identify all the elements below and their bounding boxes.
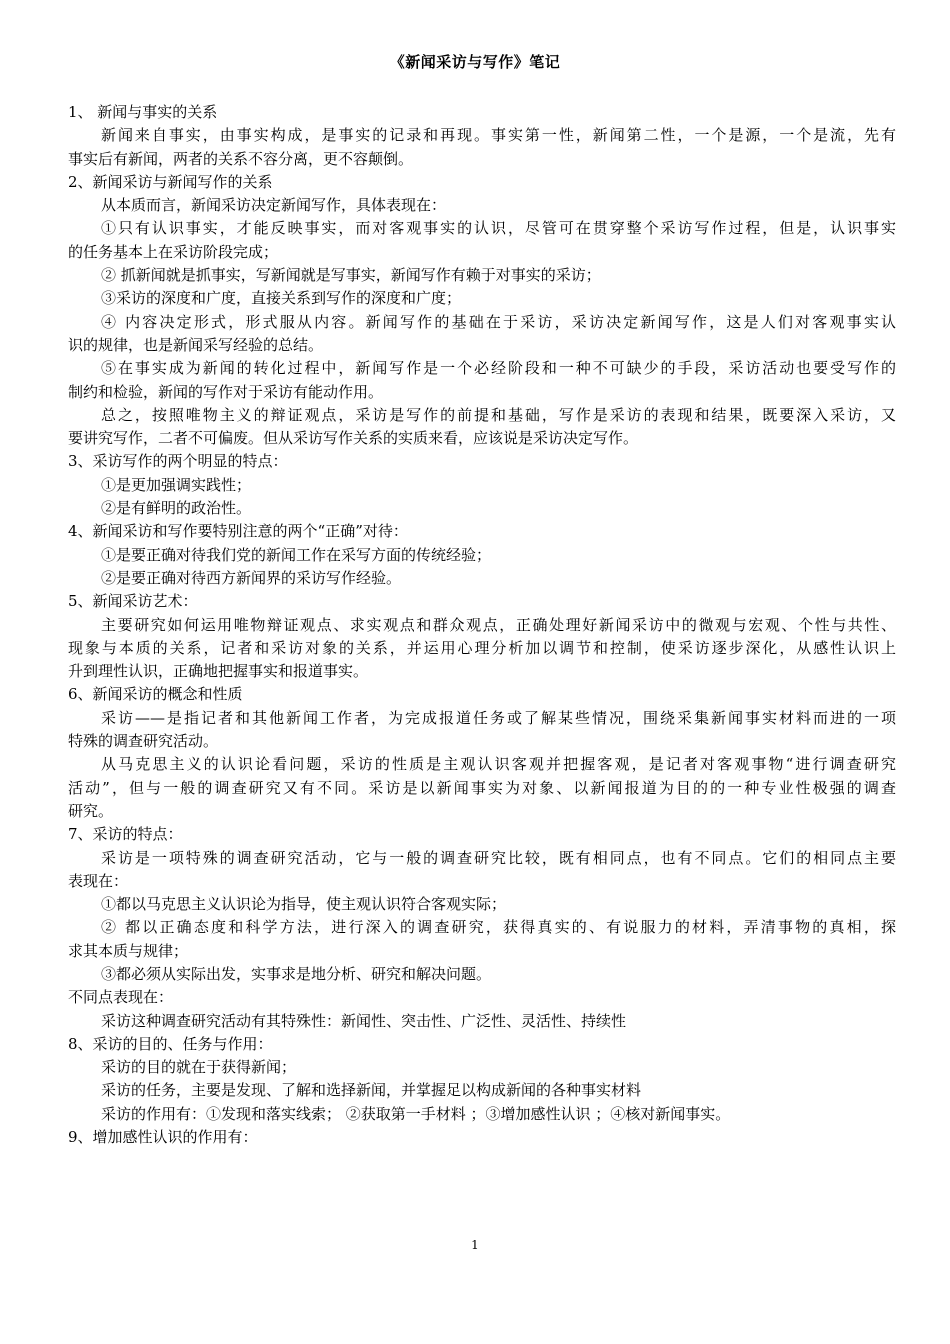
- text-line: 7、采访的特点：: [68, 825, 183, 844]
- text-line: 采访的作用有：①发现和落实线索； ②获取第一手材料 ；③增加感性认识 ；④核对新闻事实。: [101, 1104, 731, 1123]
- text-line: ⑤在事实成为新闻的转化过程中，新闻写作是一个必经阶段和一种不可缺少的手段，采访活动也要受写作的: [101, 359, 896, 378]
- text-line: 1、 新闻与事实的关系: [68, 103, 218, 121]
- text-line: 识的规律，也是新闻采写经验的总结。: [68, 335, 324, 354]
- text-line: 现象与本质的关系，记者和采访对象的关系，并运用心理分析加以调节和控制，使采访逐步深化，从感性认识上: [68, 638, 896, 657]
- text-line: 采访是一项特殊的调查研究活动，它与一般的调查研究比较，既有相同点，也有不同点。它们的相同点主要: [101, 848, 896, 867]
- text-line: 升到理性认识，正确地把握事实和报道事实。: [68, 662, 369, 681]
- text-line: 新闻来自事实，由事实构成，是事实的记录和再现。事实第一性，新闻第二性，一个是源，一个是流，先有: [101, 126, 896, 145]
- text-line: 8、采访的目的、任务与作用：: [68, 1034, 273, 1053]
- text-line: 研究。: [68, 801, 114, 820]
- text-line: 制约和检验，新闻的写作对于采访有能动作用。: [68, 382, 384, 401]
- text-line: 要讲究写作，二者不可偏废。但从采访写作关系的实质来看，应该说是采访决定写作。: [68, 429, 639, 448]
- document-body: [68, 101, 896, 1149]
- text-line: 表现在：: [68, 871, 129, 890]
- text-line: 6、新闻采访的概念和性质: [68, 685, 243, 704]
- text-line: 3、采访写作的两个明显的特点：: [68, 452, 288, 471]
- text-line: ①只有认识事实，才能反映事实，而对客观事实的认识，尽管可在贯穿整个采访写作过程，但是，认识事实: [101, 219, 896, 238]
- text-line: 采访的任务，主要是发现、了解和选择新闻，并掌握足以构成新闻的各种事实材料: [101, 1081, 642, 1100]
- text-line: ②是要正确对待西方新闻界的采访写作经验。: [101, 568, 402, 587]
- text-line: 从马克思主义的认识论看问题，采访的性质是主观认识客观并把握客观，是记者对客观事物“进行调查研究: [101, 755, 896, 774]
- text-line: 从本质而言，新闻采访决定新闻写作，具体表现在：: [101, 196, 447, 215]
- text-line: 采访的目的就在于获得新闻；: [101, 1058, 297, 1077]
- text-line: ③都必须从实际出发，实事求是地分析、研究和解决问题。: [101, 964, 492, 983]
- text-line: 总之，按照唯物主义的辩证观点，采访是写作的前提和基础，写作是采访的表现和结果，既要深入采访，又: [101, 405, 896, 424]
- text-line: 特殊的调查研究活动。: [68, 732, 219, 751]
- text-line: ①都以马克思主义认识论为指导，使主观认识符合客观实际；: [101, 895, 507, 914]
- text-line: 的任务基本上在采访阶段完成；: [68, 242, 279, 261]
- text-line: ①是要正确对待我们党的新闻工作在采写方面的传统经验；: [101, 545, 492, 564]
- page-number: 1: [471, 1238, 479, 1252]
- text-line: 事实后有新闻，两者的关系不容分离，更不容颠倒。: [68, 149, 414, 168]
- text-line: ③采访的深度和广度，直接关系到写作的深度和广度；: [101, 289, 462, 308]
- text-line: 采访这种调查研究活动有其特殊性：新闻性、突击性、广泛性、灵活性、持续性: [101, 1011, 627, 1030]
- text-line: 采访——是指记者和其他新闻工作者，为完成报道任务或了解某些情况，围绕采集新闻事实材料而进的一项: [101, 708, 896, 727]
- text-line: ② 抓新闻就是抓事实，写新闻就是写事实，新闻写作有赖于对事实的采访；: [101, 266, 601, 285]
- text-line: 不同点表现在：: [68, 988, 174, 1007]
- text-line: 5、新闻采访艺术：: [68, 592, 198, 611]
- text-line: ②是有鲜明的政治性。: [101, 499, 252, 518]
- text-line: 4、新闻采访和写作要特别注意的两个“正确”对待：: [68, 522, 408, 541]
- text-line: 9、增加感性认识的作用有：: [68, 1128, 258, 1147]
- text-line: ①是更加强调实践性；: [101, 475, 252, 494]
- text-line: ④ 内容决定形式，形式服从内容。新闻写作的基础在于采访，采访决定新闻写作，这是人们对客观事实认: [101, 312, 896, 331]
- document-title: 《新闻采访与写作》笔记: [389, 53, 561, 71]
- text-line: 活动”，但与一般的调查研究又有不同。采访是以新闻事实为对象、以新闻报道为目的的一种专业性极强的调查: [68, 778, 896, 797]
- text-line: ② 都以正确态度和科学方法，进行深入的调查研究，获得真实的、有说服力的材料，弄清事物的真相，探: [101, 918, 896, 937]
- text-line: 主要研究如何运用唯物辩证观点、求实观点和群众观点，正确处理好新闻采访中的微观与宏观、个性与共性、: [101, 615, 896, 634]
- text-line: 求其本质与规律；: [68, 941, 189, 960]
- text-line: 2、新闻采访与新闻写作的关系: [68, 172, 273, 191]
